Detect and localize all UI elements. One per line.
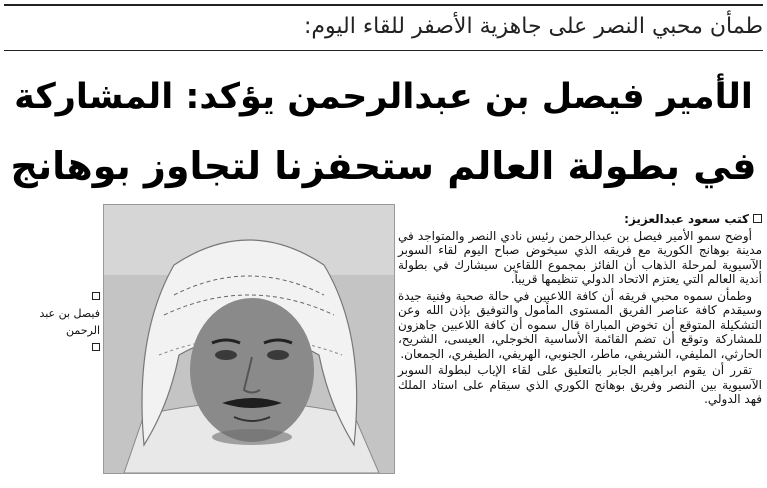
byline-bullet-icon [753,214,762,223]
paragraph-1: أوضح سمو الأمير فيصل بن عبدالرحمن رئيس نادي النصر والمتواجد في مدينة بوهانج الكورية مع فريقه الذي سيخوض صباح اليوم لقاء السوبر الآسيوية لمرحلة الذهاب أن الفائز بمجموع اللقاءين سيشارك في بطولة أندية العالم التي يعتزم الاتحاد الدولي تنظيمها قريباً. [398,228,762,286]
headline-line-2: في بطولة العالم ستحفزنا لتجاوز بوهانج [10,144,757,188]
caption-bullet-end-icon [92,343,100,351]
top-rule [4,4,763,6]
paragraph-3: تقرر أن يقوم ابراهيم الجابر بالتعليق على لقاء الإياب لبطولة السوبر الآسيوية بين النصر وفريق بوهانج الكوري الذي سيقام على استاد الملك فهد الدولي. [398,363,762,406]
kicker: طمأن محبي النصر على جاهزية الأصفر للقاء اليوم: [303,14,763,39]
article-body [398,212,762,409]
photo-caption-text: فيصل بن عبد الرحمن [39,307,100,337]
byline [398,212,762,227]
paragraph-2: وطمأن سموه محبي فريقه أن كافة اللاعبين في حالة صحية وفنية جيدة وسيقدم كافة عناصر الفريق المستوى المأمول والتوفيق بإذن الله وعن التشكيلة المتوقع أن تخوض المباراة قال سموه أن كافة اللاعبين جاهزون للمشاركة وتوقع أن تضم القائمة الأساسية الخوجلي، العيسى، الشريح، الحارثي، المليفي، الشريفي، ماطر، الجنوبي، الهريفي، الطيفري، الجمعان. [398,288,762,361]
headline-line-1: الأمير فيصل بن عبدالرحمن يؤكد: المشاركة [14,77,753,117]
caption-bullet-icon [92,292,100,300]
portrait-photo [103,204,395,474]
kicker-rule [4,50,763,51]
byline-text: كتب سعود عبدالعزيز: [624,212,749,226]
photo-caption [8,288,100,356]
